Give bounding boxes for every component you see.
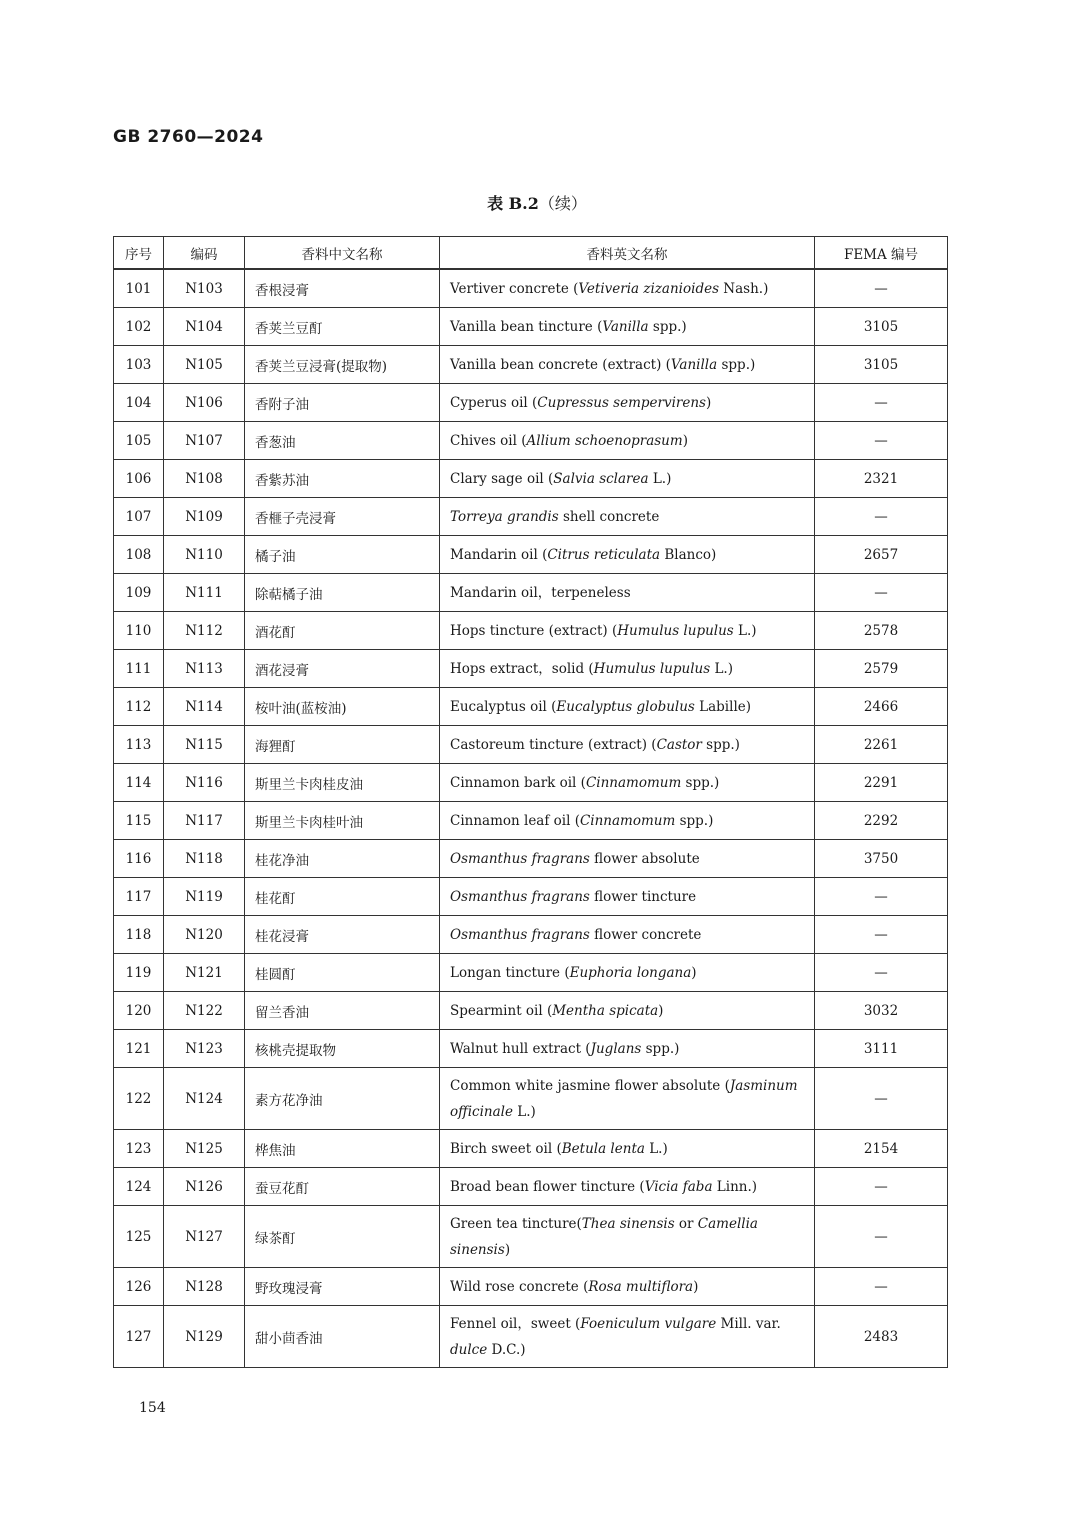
cell-no: 118 (114, 916, 164, 954)
cell-chinese-name: 桉叶油(蓝桉油) (245, 688, 440, 726)
cell-english-name (440, 650, 815, 688)
name-text: ) (682, 432, 688, 449)
table-row (114, 650, 948, 688)
cell-code: N129 (164, 1306, 245, 1368)
table-caption-suffix: （续） (538, 194, 587, 213)
cell-no: 122 (114, 1068, 164, 1130)
name-text: Broad bean flower tincture ( (450, 1178, 645, 1195)
cell-english-name (440, 1268, 815, 1306)
cell-chinese-name: 核桃壳提取物 (245, 1030, 440, 1068)
cell-fema: — (815, 1068, 948, 1130)
table-row (114, 764, 948, 802)
cell-no: 110 (114, 612, 164, 650)
cell-fema: — (815, 574, 948, 612)
name-text: Birch sweet oil ( (450, 1140, 562, 1157)
cell-fema: — (815, 878, 948, 916)
name-text: Mandarin oil，terpeneless (450, 584, 631, 601)
cell-english-name (440, 536, 815, 574)
latin-name: Vetiveria zizanioides (578, 280, 719, 297)
cell-no: 123 (114, 1130, 164, 1168)
table-row (114, 992, 948, 1030)
name-text: spp.) (648, 318, 687, 335)
latin-name: Euphoria longana (569, 964, 692, 981)
cell-code: N120 (164, 916, 245, 954)
cell-code: N127 (164, 1206, 245, 1268)
cell-chinese-name: 酒花浸膏 (245, 650, 440, 688)
table-row (114, 840, 948, 878)
table-row (114, 384, 948, 422)
table-caption-label: 表 B.2 (487, 194, 539, 213)
cell-code: N119 (164, 878, 245, 916)
latin-name: Betula lenta (561, 1140, 645, 1157)
cell-no: 117 (114, 878, 164, 916)
name-text: Cinnamon leaf oil ( (450, 812, 580, 829)
latin-name: Eucalyptus globulus (556, 698, 695, 715)
cell-fema: — (815, 916, 948, 954)
cell-english-name (440, 688, 815, 726)
latin-name: Osmanthus fragrans (450, 850, 590, 867)
cell-fema: 2483 (815, 1306, 948, 1368)
name-text: Blanco) (660, 546, 717, 563)
cell-code: N110 (164, 536, 245, 574)
cell-english-name (440, 346, 815, 384)
latin-name: Castor (656, 736, 702, 753)
name-text: spp.) (701, 736, 740, 753)
latin-name: Humulus lupulus (593, 660, 711, 677)
cell-code: N126 (164, 1168, 245, 1206)
cell-code: N115 (164, 726, 245, 764)
cell-fema: 2261 (815, 726, 948, 764)
cell-code: N104 (164, 308, 245, 346)
cell-english-name (440, 840, 815, 878)
cell-english-name (440, 308, 815, 346)
name-text: flower absolute (589, 850, 700, 867)
cell-chinese-name: 斯里兰卡肉桂叶油 (245, 802, 440, 840)
column-header-english-name: 香料英文名称 (440, 237, 815, 270)
name-text: ) (504, 1241, 511, 1258)
latin-name: Citrus reticulata (547, 546, 661, 563)
latin-name: Cupressus sempervirens (537, 394, 706, 411)
cell-english-name (440, 878, 815, 916)
latin-name: Vanilla (670, 356, 718, 373)
cell-no: 114 (114, 764, 164, 802)
cell-chinese-name: 桦焦油 (245, 1130, 440, 1168)
latin-name: Thea sinensis (581, 1215, 675, 1232)
cell-code: N123 (164, 1030, 245, 1068)
table-row (114, 726, 948, 764)
cell-fema: 3032 (815, 992, 948, 1030)
table-row (114, 688, 948, 726)
name-text: Longan tincture ( (450, 964, 570, 981)
cell-fema: — (815, 422, 948, 460)
table-row (114, 422, 948, 460)
cell-chinese-name: 香荚兰豆酊 (245, 308, 440, 346)
cell-fema: 2466 (815, 688, 948, 726)
cell-fema: — (815, 954, 948, 992)
name-text: spp.) (717, 356, 756, 373)
cell-english-name (440, 422, 815, 460)
latin-name: Vanilla (602, 318, 649, 335)
cell-english-name (440, 916, 815, 954)
cell-fema: 3105 (815, 346, 948, 384)
cell-code: N103 (164, 269, 245, 308)
name-text: Castoreum tincture (extract) ( (450, 736, 657, 753)
latin-name: Juglans (590, 1040, 642, 1057)
cell-no: 103 (114, 346, 164, 384)
cell-no: 105 (114, 422, 164, 460)
cell-fema: 3111 (815, 1030, 948, 1068)
name-text: L.) (644, 1140, 668, 1157)
cell-fema: — (815, 269, 948, 308)
cell-english-name (440, 954, 815, 992)
name-text: ) (693, 1278, 699, 1295)
page-number: 154 (139, 1400, 166, 1416)
table-row (114, 612, 948, 650)
table-row (114, 346, 948, 384)
table-row (114, 878, 948, 916)
spice-table (113, 236, 948, 1368)
name-text: Vertiver concrete ( (450, 280, 579, 297)
cell-chinese-name: 酒花酊 (245, 612, 440, 650)
cell-code: N124 (164, 1068, 245, 1130)
latin-name: Rosa multiflora (588, 1278, 694, 1295)
column-header-chinese-name: 香料中文名称 (245, 237, 440, 270)
name-text: L.) (710, 660, 733, 677)
cell-code: N112 (164, 612, 245, 650)
cell-chinese-name: 香榧子壳浸膏 (245, 498, 440, 536)
table-row (114, 460, 948, 498)
cell-chinese-name: 桂圆酊 (245, 954, 440, 992)
cell-english-name (440, 460, 815, 498)
cell-english-name (440, 384, 815, 422)
cell-no: 101 (114, 269, 164, 308)
latin-name: Cinnamomum (585, 774, 682, 791)
cell-code: N106 (164, 384, 245, 422)
name-text: spp.) (681, 774, 720, 791)
table-row (114, 269, 948, 308)
latin-name: Mentha spicata (552, 1002, 659, 1019)
latin-name: Allium schoenoprasum (526, 432, 683, 449)
cell-fema: 2321 (815, 460, 948, 498)
name-text: Mandarin oil ( (450, 546, 548, 563)
cell-chinese-name: 桂花酊 (245, 878, 440, 916)
table-row (114, 1168, 948, 1206)
cell-code: N107 (164, 422, 245, 460)
cell-no: 125 (114, 1206, 164, 1268)
name-text: spp.) (675, 812, 714, 829)
cell-no: 124 (114, 1168, 164, 1206)
cell-chinese-name: 香葱油 (245, 422, 440, 460)
cell-code: N109 (164, 498, 245, 536)
cell-chinese-name: 甜小茴香油 (245, 1306, 440, 1368)
column-header-code: 编码 (164, 237, 245, 270)
cell-no: 113 (114, 726, 164, 764)
cell-fema: 2657 (815, 536, 948, 574)
cell-fema: — (815, 1268, 948, 1306)
name-text: Cinnamon bark oil ( (450, 774, 586, 791)
cell-chinese-name: 桂花浸膏 (245, 916, 440, 954)
latin-name: dulce (450, 1341, 488, 1358)
name-text: ) (691, 964, 697, 981)
name-text: Eucalyptus oil ( (450, 698, 557, 715)
cell-chinese-name: 海狸酊 (245, 726, 440, 764)
cell-no: 106 (114, 460, 164, 498)
table-row (114, 536, 948, 574)
table-row (114, 1306, 948, 1368)
name-text: Labille) (694, 698, 752, 715)
cell-english-name (440, 1068, 815, 1130)
cell-chinese-name: 绿茶酊 (245, 1206, 440, 1268)
latin-name: Salvia sclarea (553, 470, 649, 487)
name-text: spp.) (641, 1040, 680, 1057)
cell-chinese-name: 素方花净油 (245, 1068, 440, 1130)
cell-english-name (440, 612, 815, 650)
cell-no: 115 (114, 802, 164, 840)
latin-name: Camellia sinensis (450, 1215, 758, 1258)
name-text: Wild rose concrete ( (450, 1278, 589, 1295)
latin-name: Humulus lupulus (617, 622, 734, 639)
name-text: flower tincture (589, 888, 697, 905)
cell-fema: — (815, 1168, 948, 1206)
name-text: L.) (512, 1103, 536, 1120)
name-text: Hops tincture (extract) ( (450, 622, 618, 639)
cell-fema: 3750 (815, 840, 948, 878)
cell-english-name (440, 574, 815, 612)
name-text: Vanilla bean concrete (extract) ( (450, 356, 671, 373)
name-text: Green tea tincture( (450, 1215, 582, 1232)
cell-no: 111 (114, 650, 164, 688)
table-row (114, 308, 948, 346)
cell-no: 119 (114, 954, 164, 992)
name-text: Vanilla bean tincture ( (450, 318, 603, 335)
cell-english-name (440, 269, 815, 308)
table-row (114, 1130, 948, 1168)
name-text: Spearmint oil ( (450, 1002, 553, 1019)
column-header-fema: FEMA 编号 (815, 237, 948, 270)
latin-name: Cinnamomum (579, 812, 676, 829)
cell-code: N121 (164, 954, 245, 992)
cell-code: N128 (164, 1268, 245, 1306)
table-row (114, 1030, 948, 1068)
cell-chinese-name: 香荚兰豆浸膏(提取物) (245, 346, 440, 384)
cell-no: 127 (114, 1306, 164, 1368)
table-row (114, 802, 948, 840)
cell-english-name (440, 1206, 815, 1268)
table-row (114, 954, 948, 992)
cell-fema: — (815, 1206, 948, 1268)
cell-chinese-name: 桂花净油 (245, 840, 440, 878)
cell-chinese-name: 橘子油 (245, 536, 440, 574)
cell-english-name (440, 1306, 815, 1368)
cell-no: 104 (114, 384, 164, 422)
name-text: or (674, 1215, 698, 1232)
latin-name: Vicia faba (644, 1178, 713, 1195)
latin-name: Osmanthus fragrans (450, 888, 590, 905)
cell-code: N117 (164, 802, 245, 840)
name-text: Cyperus oil ( (450, 394, 538, 411)
cell-no: 107 (114, 498, 164, 536)
document-code-header: GB 2760—2024 (113, 127, 264, 147)
cell-english-name (440, 1130, 815, 1168)
cell-chinese-name: 香附子油 (245, 384, 440, 422)
latin-name: Jasminum officinale (450, 1077, 798, 1120)
table-caption (0, 191, 1074, 214)
cell-english-name (440, 992, 815, 1030)
cell-no: 108 (114, 536, 164, 574)
latin-name: Foeniculum vulgare (580, 1315, 717, 1332)
table-row (114, 1268, 948, 1306)
name-text: Linn.) (712, 1178, 758, 1195)
cell-english-name (440, 802, 815, 840)
table-header-row (114, 237, 948, 270)
latin-name: Osmanthus fragrans (450, 926, 590, 943)
cell-code: N118 (164, 840, 245, 878)
cell-no: 109 (114, 574, 164, 612)
cell-no: 120 (114, 992, 164, 1030)
name-text: D.C.) (487, 1341, 526, 1358)
cell-no: 116 (114, 840, 164, 878)
name-text: Nash.) (719, 280, 769, 297)
cell-chinese-name: 香紫苏油 (245, 460, 440, 498)
cell-chinese-name: 除萜橘子油 (245, 574, 440, 612)
table-row (114, 574, 948, 612)
cell-fema: 2579 (815, 650, 948, 688)
cell-fema: 2292 (815, 802, 948, 840)
cell-chinese-name: 野玫瑰浸膏 (245, 1268, 440, 1306)
cell-no: 112 (114, 688, 164, 726)
name-text: Common white jasmine flower absolute ( (450, 1077, 730, 1094)
cell-english-name (440, 726, 815, 764)
cell-english-name (440, 764, 815, 802)
name-text: ) (705, 394, 712, 411)
cell-fema: 2154 (815, 1130, 948, 1168)
cell-code: N116 (164, 764, 245, 802)
cell-english-name (440, 1168, 815, 1206)
cell-code: N114 (164, 688, 245, 726)
cell-fema: 2291 (815, 764, 948, 802)
cell-fema: 2578 (815, 612, 948, 650)
cell-english-name (440, 1030, 815, 1068)
latin-name: Torreya grandis (450, 508, 559, 525)
cell-code: N105 (164, 346, 245, 384)
cell-chinese-name: 斯里兰卡肉桂皮油 (245, 764, 440, 802)
name-text: shell concrete (558, 508, 660, 525)
name-text: ) (658, 1002, 664, 1019)
name-text: Mill. var. (716, 1315, 781, 1332)
cell-chinese-name: 香根浸膏 (245, 269, 440, 308)
table-row (114, 1206, 948, 1268)
name-text: Clary sage oil ( (450, 470, 554, 487)
table-body (114, 269, 948, 1368)
cell-no: 102 (114, 308, 164, 346)
cell-code: N122 (164, 992, 245, 1030)
column-header-no: 序号 (114, 237, 164, 270)
table-row (114, 1068, 948, 1130)
name-text: Hops extract，solid ( (450, 660, 594, 677)
cell-no: 121 (114, 1030, 164, 1068)
cell-chinese-name: 留兰香油 (245, 992, 440, 1030)
table-row (114, 498, 948, 536)
cell-fema: — (815, 498, 948, 536)
name-text: Walnut hull extract ( (450, 1040, 591, 1057)
cell-fema: 3105 (815, 308, 948, 346)
cell-code: N113 (164, 650, 245, 688)
name-text: L.) (648, 470, 672, 487)
cell-code: N108 (164, 460, 245, 498)
name-text: L.) (733, 622, 757, 639)
cell-code: N111 (164, 574, 245, 612)
cell-no: 126 (114, 1268, 164, 1306)
name-text: Fennel oil，sweet ( (450, 1315, 581, 1332)
table-row (114, 916, 948, 954)
cell-chinese-name: 蚕豆花酊 (245, 1168, 440, 1206)
name-text: flower concrete (589, 926, 702, 943)
cell-code: N125 (164, 1130, 245, 1168)
cell-english-name (440, 498, 815, 536)
cell-fema: — (815, 384, 948, 422)
name-text: Chives oil ( (450, 432, 527, 449)
